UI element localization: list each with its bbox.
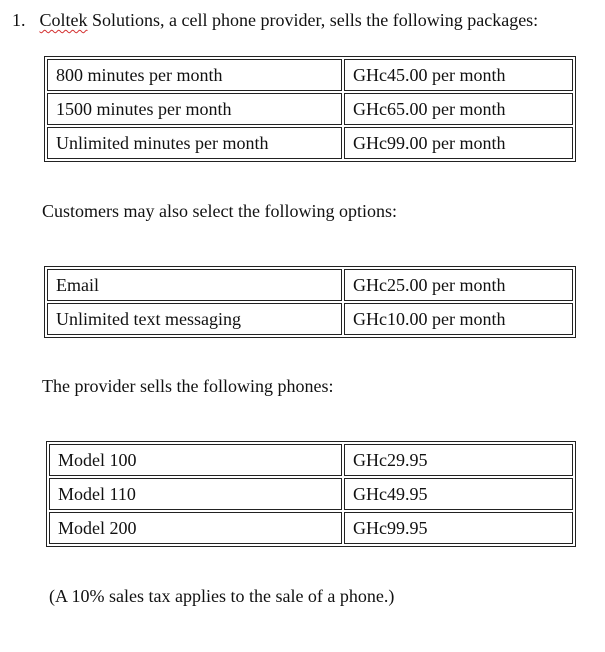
phone-price: GHc29.95 <box>344 444 573 476</box>
question-text <box>12 10 538 31</box>
package-price: GHc45.00 per month <box>344 59 573 91</box>
option-price: GHc25.00 per month <box>344 269 573 301</box>
package-name: 1500 minutes per month <box>47 93 342 125</box>
options-table <box>44 266 576 338</box>
package-name: Unlimited minutes per month <box>47 127 342 159</box>
question-number: 1. <box>12 10 26 30</box>
table-row <box>47 93 573 125</box>
phone-price: GHc99.95 <box>344 512 573 544</box>
phone-model: Model 200 <box>49 512 342 544</box>
table-row <box>49 512 573 544</box>
table-row <box>47 127 573 159</box>
table-row <box>49 478 573 510</box>
option-price: GHc10.00 per month <box>344 303 573 335</box>
phone-model: Model 100 <box>49 444 342 476</box>
packages-table <box>44 56 576 162</box>
options-intro: Customers may also select the following options: <box>42 201 397 221</box>
table-row <box>47 59 573 91</box>
option-name: Unlimited text messaging <box>47 303 342 335</box>
phones-table <box>46 441 576 547</box>
table-row <box>49 444 573 476</box>
phone-price: GHc49.95 <box>344 478 573 510</box>
question-body: Solutions, a cell phone provider, sells the following packages: <box>87 10 539 30</box>
phone-model: Model 110 <box>49 478 342 510</box>
option-name: Email <box>47 269 342 301</box>
tax-note: (A 10% sales tax applies to the sale of a phone.) <box>49 586 395 606</box>
company-name-misspelled: Coltek <box>39 10 88 30</box>
package-price: GHc65.00 per month <box>344 93 573 125</box>
package-name: 800 minutes per month <box>47 59 342 91</box>
phones-intro: The provider sells the following phones: <box>42 376 334 396</box>
package-price: GHc99.00 per month <box>344 127 573 159</box>
table-row <box>47 269 573 301</box>
table-row <box>47 303 573 335</box>
